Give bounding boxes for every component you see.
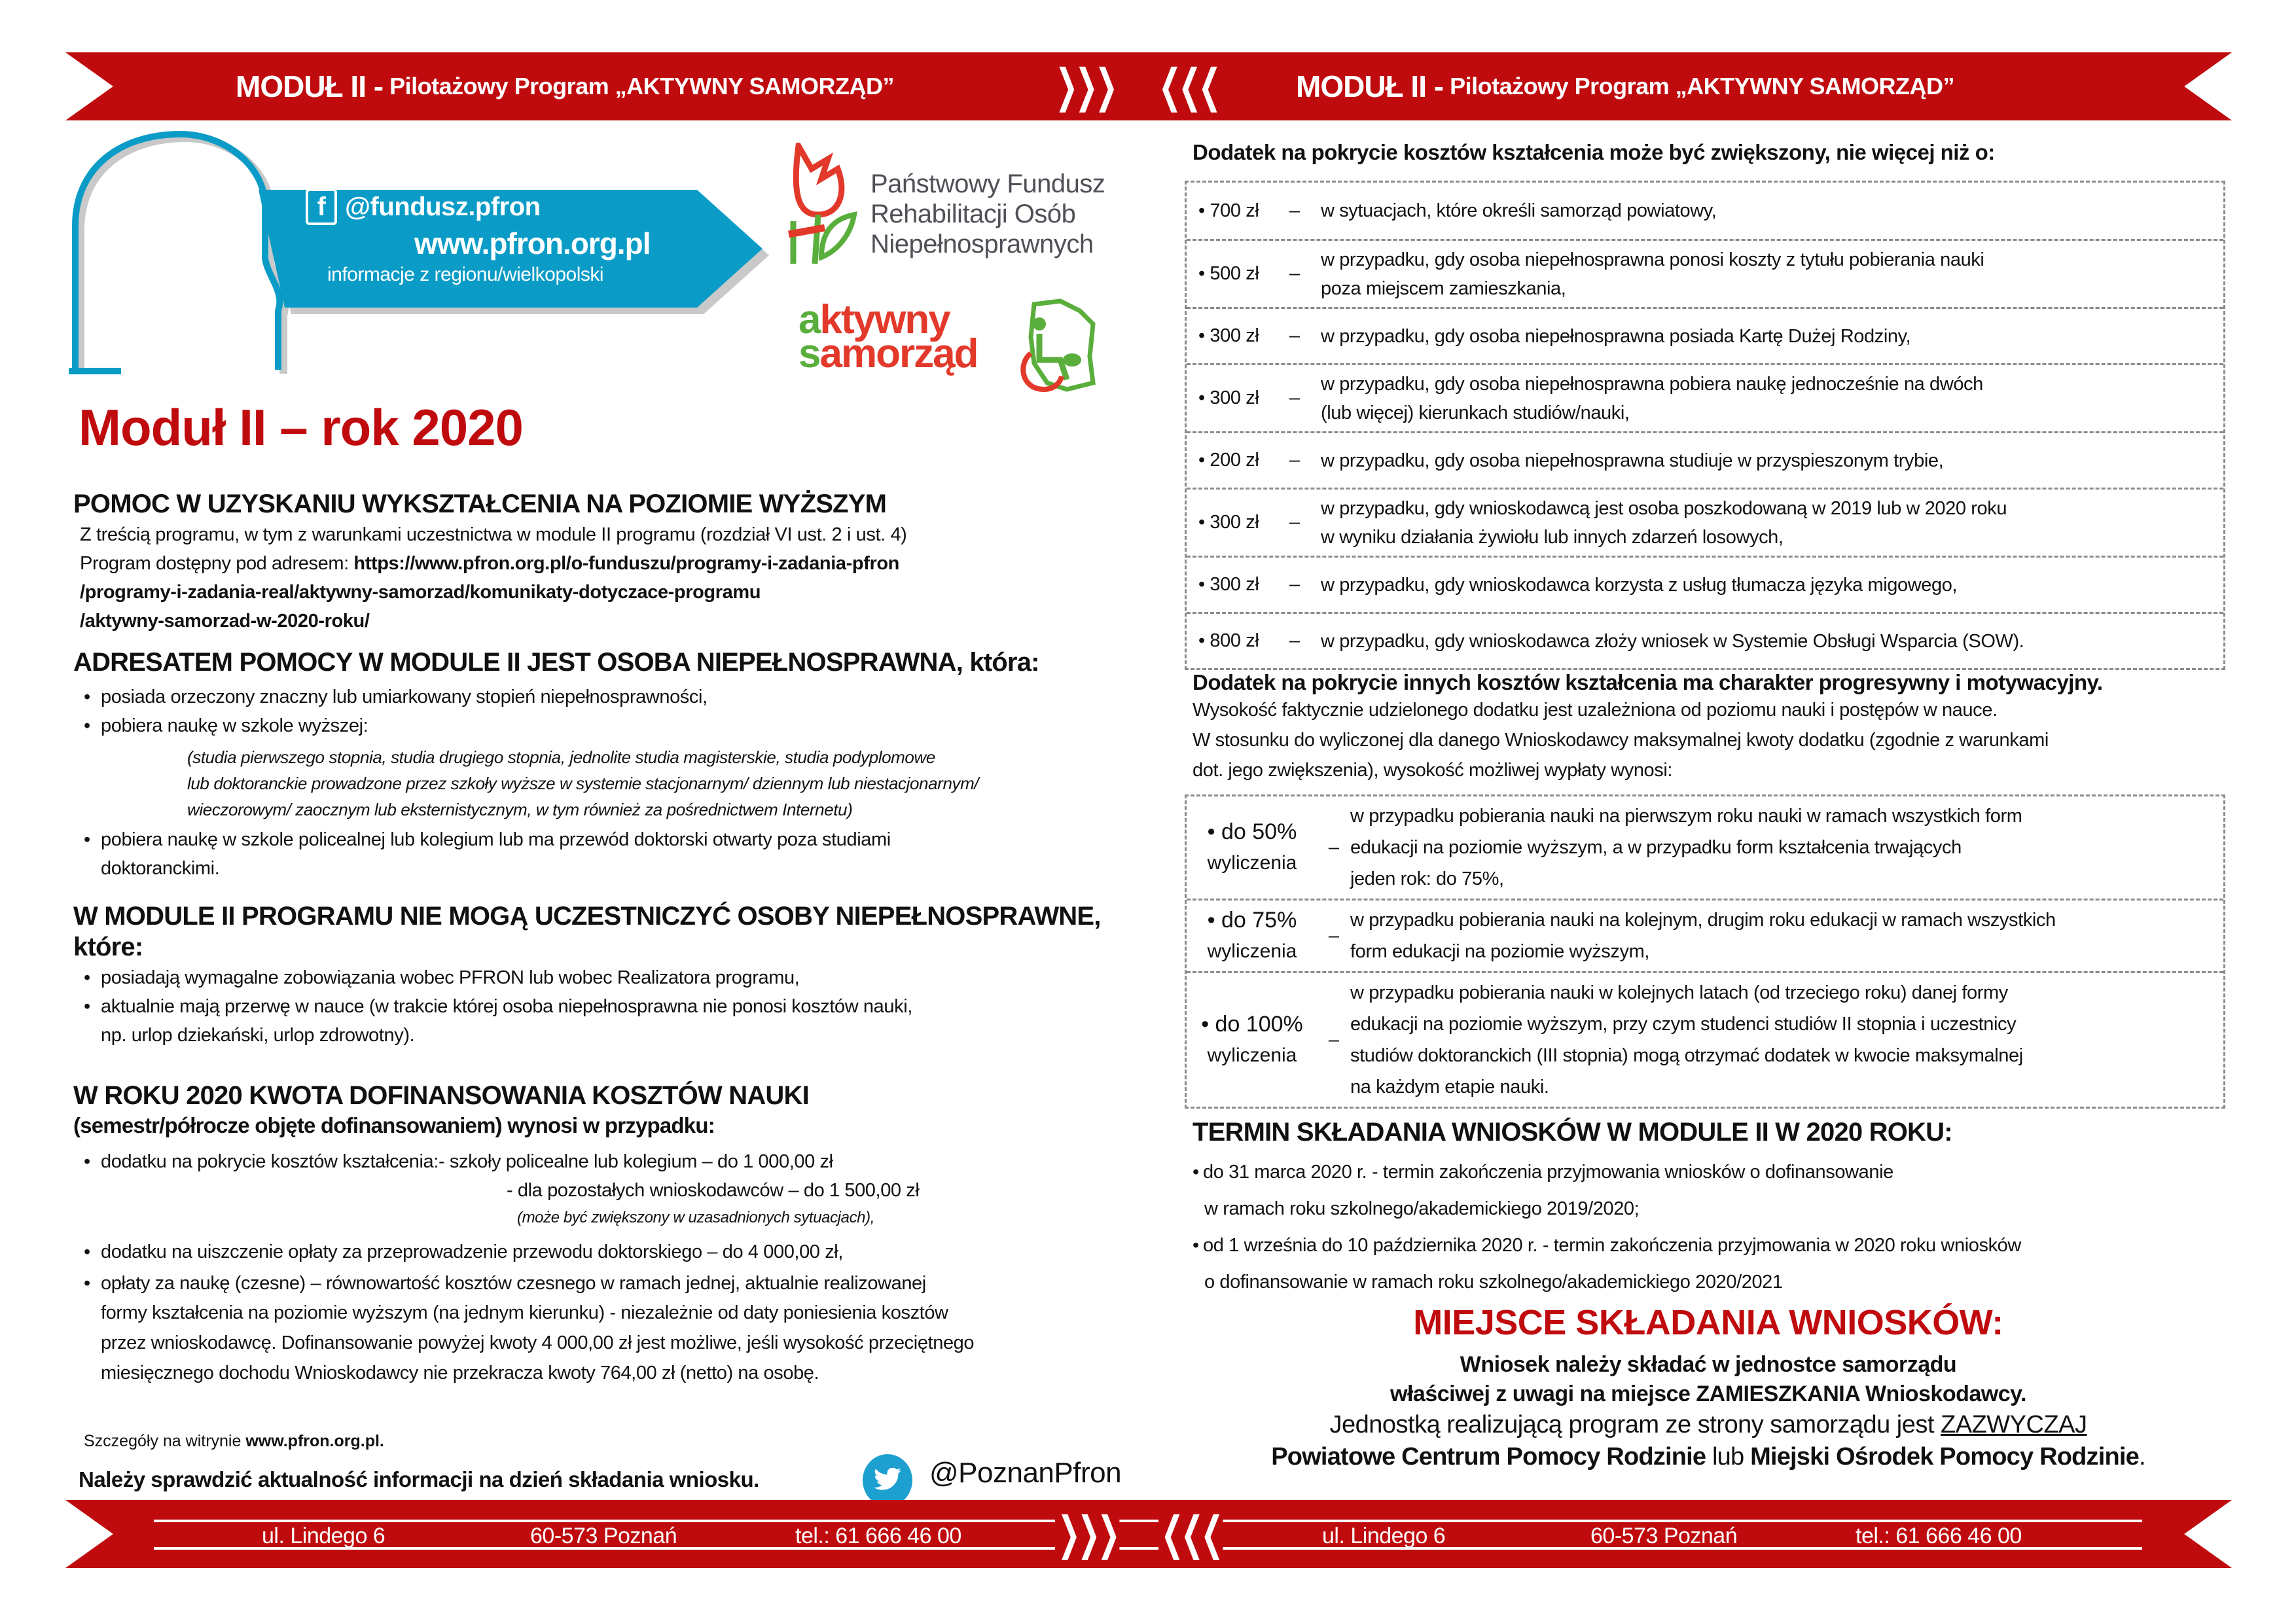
percent-value: • do 100%: [1201, 1012, 1303, 1037]
progressive-heading: Dodatek na pokrycie innych kosztów kształcenia ma charakter progresywny i motywacyjny.: [1193, 670, 2103, 694]
pfron-logo: [785, 143, 1152, 274]
description-line: (lub więcej) kierunkach studiów/nauki,: [1321, 402, 1630, 423]
increase-amount: • 700 zł: [1198, 200, 1259, 221]
place-units: Powiatowe Centrum Pomocy Rodzinie lub Miejski Ośrodek Pomocy Rodzinie.: [1271, 1443, 2145, 1471]
progressive-text-line: Wysokość faktycznie udzielonego dodatku jest uzależniona od poziomu nauki i postępów w nauce.: [1193, 700, 1998, 721]
description-line: w przypadku, gdy wnioskodawca korzysta z usług tłumacza języka migowego,: [1321, 574, 1958, 596]
increase-amount: • 200 zł: [1198, 450, 1259, 471]
progressive-row: [1187, 971, 2223, 1107]
description-line: w przypadku pobierania nauki na kolejnym, drugim roku edukacji w ramach wszystkich: [1350, 910, 2056, 931]
chevron-right-icon: ❯❯❯: [1055, 1510, 1119, 1556]
description-line: w sytuacjach, które określi samorząd powiatowy,: [1321, 200, 1717, 221]
increase-description: [1321, 571, 1957, 599]
list-item-continuation: np. urlop dziekański, urlop zdrowotny).: [101, 1025, 415, 1046]
description-line: poza miejscem zamieszkania,: [1321, 277, 1566, 299]
place-text: Wniosek należy składać w jednostce samorządu: [1460, 1352, 1957, 1377]
increase-description: [1321, 245, 1984, 303]
logo-word-aktywny: aktywny: [798, 297, 950, 342]
description-line: form edukacji na poziomie wyższym,: [1350, 941, 1649, 962]
increase-description: [1321, 196, 1716, 225]
section-recipient: [73, 648, 1147, 883]
progressive-text-line: W stosunku do wyliczonej dla danego Wnioskodawcy maksymalnej kwoty dodatku (zgodnie z warunkami: [1193, 730, 2049, 751]
chevron-left-icon: ❮❮❮: [1158, 60, 1219, 111]
footer-address: ul. Lindego 6: [1322, 1524, 1446, 1548]
increase-row: [1187, 363, 2223, 431]
facebook-handle[interactable]: @fundusz.pfron: [345, 192, 541, 221]
section-education: [73, 490, 1147, 635]
percent-label: wyliczenia: [1207, 1044, 1297, 1066]
dash-separator: –: [1289, 387, 1300, 408]
increase-amount: • 300 zł: [1198, 325, 1259, 346]
program-url[interactable]: https://www.pfron.org.pl/o-funduszu/programy-i-zadania-pfron: [353, 553, 899, 574]
deadline-item: • do 31 marca 2020 r. - termin zakończenia przyjmowania wniosków o dofinansowanie: [1193, 1162, 1893, 1183]
list-item: • posiadają wymagalne zobowiązania wobec PFRON lub wobec Realizatora programu,: [84, 967, 800, 988]
deadline-heading: TERMIN SKŁADANIA WNIOSKÓW W MODULE II W 2020 ROKU:: [1193, 1118, 1952, 1147]
description-line: na każdym etapie nauki.: [1350, 1077, 1549, 1097]
section-funding-amounts: [73, 1081, 1147, 1388]
percent-value: • do 75%: [1207, 908, 1297, 933]
twitter-icon[interactable]: [863, 1454, 912, 1507]
increase-description: [1321, 627, 2024, 656]
list-item: • posiada orzeczony znaczny lub umiarkowany stopień niepełnosprawności,: [84, 687, 708, 707]
study-types-note: (studia pierwszego stopnia, studia drugiego stopnia, jednolite studia magisterskie, studia podyplomowe lub doktoranckie prowadzone przez szkoły wyższe w systemie stacjonarnym/ dziennym lub niestacjonarnym/ wieczorowym/ zaocznym lub eksternistycznym, w tym również za pośrednictwem Internetu): [187, 747, 979, 819]
list-item-continuation: miesięcznego dochodu Wnioskodawcy nie przekracza kwoty 764,00 zł (netto) na osobę.: [101, 1363, 819, 1383]
increase-description: [1321, 494, 2007, 552]
dash-separator: –: [1289, 512, 1300, 533]
increase-amount: • 300 zł: [1198, 574, 1259, 595]
description-line: w przypadku pobierania nauki w kolejnych latach (od trzeciego roku) danej formy: [1350, 982, 2008, 1003]
increase-amount: • 300 zł: [1198, 512, 1259, 533]
dash-separator: –: [1289, 325, 1300, 346]
progressive-percent: [1187, 1008, 1318, 1071]
deadline-section: [1185, 1118, 2232, 1300]
section-heading: POMOC W UZYSKANIU WYKSZTAŁCENIA NA POZIOMIE WYŻSZYM: [73, 490, 887, 518]
website-link[interactable]: www.pfron.org.pl: [414, 226, 651, 260]
list-item-note: (może być zwiększony w uzasadnionych sytuacjach),: [517, 1209, 874, 1226]
increase-amount: • 800 zł: [1198, 630, 1259, 651]
description-line: w przypadku, gdy osoba niepełnosprawna studiuje w przyspieszonym trybie,: [1321, 450, 1944, 471]
description-line: w przypadku pobierania nauki na pierwszym roku nauki w ramach wszystkich form: [1350, 806, 2022, 827]
progressive-row: [1187, 899, 2223, 971]
tulip-icon: [785, 143, 864, 267]
increase-row: [1187, 307, 2223, 363]
program-content-note: Z treścią programu, w tym z warunkami uczestnictwa w module II programu (rozdział VI ust. 2 i ust. 4): [80, 524, 907, 545]
progressive-percent: [1187, 816, 1318, 879]
footer-phone[interactable]: tel.: 61 666 46 00: [1856, 1524, 2022, 1548]
list-item: • pobiera naukę w szkole wyższej:: [84, 715, 368, 736]
progressive-section: [1185, 670, 2232, 1109]
description-line: w przypadku, gdy wnioskodawcą jest osoba poszkodowaną w 2019 lub w 2020 roku: [1321, 497, 2007, 519]
section-heading: W MODULE II PROGRAMU NIE MOGĄ UCZESTNICZYĆ OSOBY NIEPEŁNOSPRAWNE,: [73, 902, 1101, 931]
logo-word-samorzad: samorząd: [798, 331, 978, 376]
increase-heading: Dodatek na pokrycie kosztów kształcenia może być zwiększony, nie więcej niż o:: [1193, 140, 1995, 164]
increase-row: [1187, 556, 2223, 612]
section-heading: ADRESATEM POMOCY W MODULE II JEST OSOBA NIEPEŁNOSPRAWNA, która:: [73, 648, 1039, 677]
increase-description: [1321, 370, 1983, 427]
increase-description: [1321, 446, 1943, 475]
contact-card: [69, 128, 776, 376]
progressive-row: [1187, 796, 2223, 899]
list-item: • opłaty za naukę (czesne) – równowartość kosztów czesnego w ramach jednej, aktualnie realizowanej: [84, 1273, 926, 1294]
description-line: w przypadku, gdy osoba niepełnosprawna pobiera naukę jednocześnie na dwóch: [1321, 373, 1983, 395]
footer-lines: [154, 1520, 2142, 1550]
program-address: [80, 549, 1147, 578]
twitter-handle[interactable]: @PoznanPfron: [929, 1457, 1122, 1489]
header-title-module: MODUŁ II -: [236, 69, 384, 103]
dash-separator: –: [1289, 574, 1300, 595]
page-title: Moduł II – rok 2020: [79, 399, 523, 456]
percent-label: wyliczenia: [1207, 852, 1297, 874]
header-title-program: Pilotażowy Program „AKTYWNY SAMORZĄD”: [389, 73, 894, 99]
increase-row: [1187, 183, 2223, 239]
dash-separator: –: [1289, 450, 1300, 471]
list-item-continuation: - dla pozostałych wnioskodawców – do 1 500,00 zł: [507, 1180, 920, 1201]
mopr-name: Miejski Ośrodek Pomocy Rodzinie: [1750, 1443, 2140, 1471]
facebook-icon: f: [306, 188, 337, 225]
list-item-continuation: formy kształcenia na poziomie wyższym (na jednym kierunku) - niezależnie od daty poniesienia kosztów: [101, 1302, 948, 1323]
pcpr-name: Powiatowe Centrum Pomocy Rodzinie: [1271, 1443, 1706, 1471]
list-item: • dodatku na uiszczenie opłaty za przeprowadzenie przewodu doktorskiego – do 4 000,00 zł,: [84, 1241, 843, 1262]
header-title-right: [1296, 52, 1954, 120]
deadline-item-continuation: o dofinansowanie w ramach roku szkolnego/akademickiego 2020/2021: [1204, 1272, 1783, 1293]
dash-separator: –: [1289, 200, 1300, 221]
aktywny-samorzad-logo: [798, 298, 1126, 396]
list-item: • aktualnie mają przerwę w nauce (w trakcie której osoba niepełnosprawna nie ponosi kosztów nauki,: [84, 996, 912, 1017]
wheelchair-map-icon: [1014, 298, 1100, 396]
description-line: w przypadku, gdy osoba niepełnosprawna posiada Kartę Dużej Rodziny,: [1321, 325, 1911, 347]
description-line: jeden rok: do 75%,: [1350, 868, 1504, 889]
pfron-name-line: Państwowy Fundusz: [870, 169, 1105, 198]
place-heading: MIEJSCE SKŁADANIA WNIOSKÓW:: [1413, 1303, 2003, 1342]
increase-row: [1187, 239, 2223, 307]
increase-amount: • 300 zł: [1198, 387, 1259, 408]
description-line: w wyniku działania żywiołu lub innych zdarzeń losowych,: [1321, 526, 1784, 548]
dash-separator: –: [1289, 263, 1300, 284]
increase-table: [1185, 181, 2225, 670]
program-url[interactable]: /programy-i-zadania-real/aktywny-samorzad/komunikaty-dotyczace-programu: [80, 582, 761, 603]
progressive-description: [1350, 800, 2022, 895]
program-address-label: Program dostępny pod adresem:: [80, 553, 354, 574]
deadline-item-continuation: w ramach roku szkolnego/akademickiego 2019/2020;: [1204, 1198, 1640, 1219]
progressive-description: [1350, 904, 2056, 967]
place-text: Jednostką realizującą program ze strony samorządu jest ZAZWYCZAJ: [1329, 1411, 2087, 1438]
progressive-text-line: dot. jego zwiększenia), wysokość możliwej wypłaty wynosi:: [1193, 760, 1673, 781]
footer-phone[interactable]: tel.: 61 666 46 00: [795, 1524, 961, 1548]
description-line: edukacji na poziomie wyższym, przy czym studenci studiów II stopnia i uczestnicy: [1350, 1014, 2017, 1035]
header-title-program: Pilotażowy Program „AKTYWNY SAMORZĄD”: [1450, 73, 1954, 99]
footer-address: ul. Lindego 6: [262, 1524, 386, 1548]
progressive-percent: [1187, 904, 1318, 967]
footer-postal: 60-573 Poznań: [530, 1524, 677, 1548]
usually-emphasis: ZAZWYCZAJ: [1941, 1411, 2087, 1438]
deadline-item: • od 1 września do 10 października 2020 r. - termin zakończenia przyjmowania w 2020 roku wniosków: [1193, 1235, 2021, 1256]
section-subheading: (semestr/półrocze objęte dofinansowaniem) wynosi w przypadku:: [73, 1113, 715, 1137]
increase-description: [1321, 322, 1910, 351]
description-line: edukacji na poziomie wyższym, a w przypadku form kształcenia trwających: [1350, 837, 1962, 858]
description-line: studiów doktoranckich (III stopnia) mogą otrzymać dodatek w kwocie maksymalnej: [1350, 1045, 2023, 1066]
percent-value: • do 50%: [1207, 819, 1297, 844]
increase-amount: • 500 zł: [1198, 263, 1259, 284]
section-heading: W ROKU 2020 KWOTA DOFINANSOWANIA KOSZTÓW NAUKI: [73, 1081, 809, 1110]
header-title-module: MODUŁ II -: [1296, 69, 1444, 103]
increase-section: [1185, 140, 2232, 670]
progressive-description: [1350, 977, 2023, 1103]
details-note: Szczegóły na witrynie www.pfron.org.pl.: [84, 1432, 384, 1450]
progressive-table: [1185, 794, 2225, 1109]
list-item: • dodatku na pokrycie kosztów kształcenia: - szkoły policealne lub kolegium – do 1 000,00 zł: [84, 1151, 833, 1172]
chevron-left-icon: ❮❮❮: [1158, 1510, 1223, 1556]
pfron-name-line: Niepełnosprawnych: [870, 230, 1094, 259]
place-section: [1185, 1302, 2232, 1471]
increase-row: [1187, 488, 2223, 556]
place-text: właściwej z uwagi na miejsce ZAMIESZKANIA Wnioskodawcy.: [1390, 1382, 2026, 1406]
regional-info: informacje z regionu/wielkopolski: [327, 264, 604, 285]
list-item-continuation: doktoranckimi.: [101, 858, 220, 879]
percent-label: wyliczenia: [1207, 940, 1297, 962]
section-heading: które:: [73, 933, 143, 961]
dash-separator: –: [1328, 925, 1340, 946]
list-item: • pobiera naukę w szkole policealnej lub kolegium lub ma przewód doktorski otwarty poza studiami: [84, 829, 891, 850]
header-title-left: [236, 52, 894, 120]
chevron-right-icon: ❯❯❯: [1055, 60, 1115, 111]
dash-separator: –: [1328, 836, 1340, 858]
program-url[interactable]: /aktywny-samorzad-w-2020-roku/: [80, 611, 370, 632]
pfron-name-line: Rehabilitacji Osób: [870, 200, 1076, 228]
increase-row: [1187, 612, 2223, 668]
details-link[interactable]: www.pfron.org.pl.: [245, 1432, 384, 1450]
footer-postal: 60-573 Poznań: [1590, 1524, 1738, 1548]
increase-row: [1187, 431, 2223, 488]
list-item-continuation: przez wnioskodawcę. Dofinansowanie powyżej kwoty 4 000,00 zł jest możliwe, jeśli wysokość przeciętnego: [101, 1332, 975, 1353]
description-line: w przypadku, gdy osoba niepełnosprawna ponosi koszty z tytułu pobierania nauki: [1321, 249, 1984, 270]
check-notice: Należy sprawdzić aktualność informacji na dzień składania wniosku.: [79, 1467, 759, 1491]
dash-separator: –: [1289, 630, 1300, 651]
facebook-contact[interactable]: [306, 188, 541, 225]
description-line: w przypadku, gdy wnioskodawca złoży wniosek w Systemie Obsługi Wsparcia (SOW).: [1321, 630, 2024, 652]
dash-separator: –: [1328, 1029, 1340, 1050]
section-excluded: [73, 902, 1147, 1050]
